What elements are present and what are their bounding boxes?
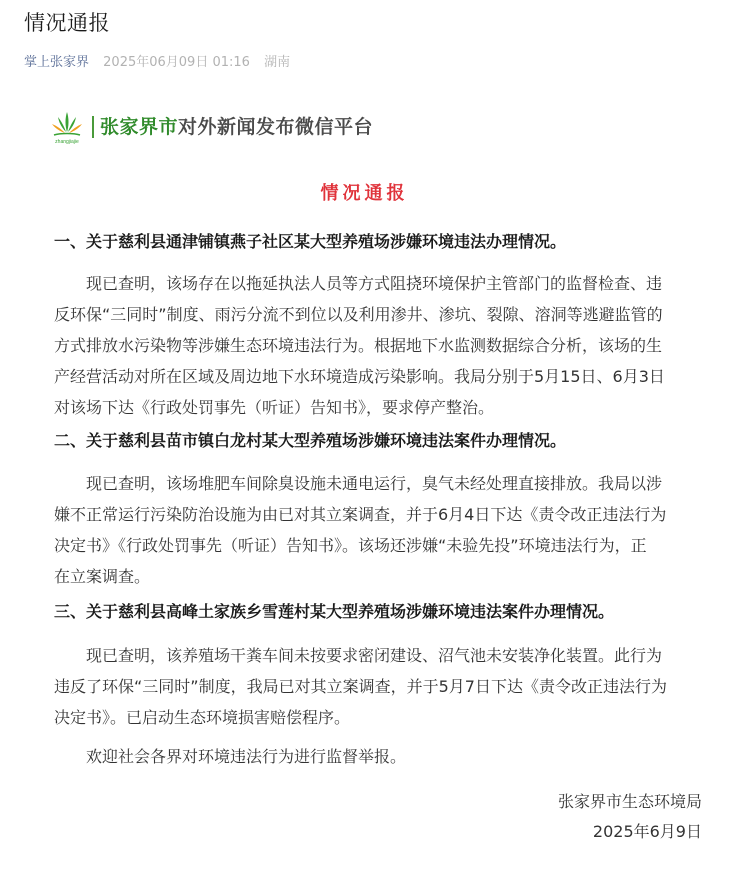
- paragraph-line: 现已查明，该养殖场干粪车间未按要求密闭建设、沼气池未安装净化装置。此行为: [54, 646, 663, 665]
- article-meta: [24, 54, 290, 72]
- section-heading-2: 二、关于慈利县苗市镇白龙村某大型养殖场涉嫌环境违法案件办理情况。: [54, 431, 567, 450]
- zhangjiajie-logo-icon: [48, 108, 86, 146]
- account-name-link[interactable]: 掌上张家界: [24, 55, 90, 70]
- publish-date: 2025年06月09日 01:16: [103, 55, 250, 70]
- paragraph-line: 反环保“三同时”制度、雨污分流不到位以及利用渗井、渗坑、裂隙、溶洞等逃避监管的: [54, 305, 663, 324]
- banner-text: [100, 114, 373, 140]
- signature-org: 张家界市生态环境局: [557, 792, 702, 811]
- logo-caption: zhangjiajie: [55, 139, 79, 145]
- paragraph-line: 决定书》。已启动生态环境损害赔偿程序。: [54, 708, 351, 727]
- paragraph-line: 现已查明，该场存在以拖延执法人员等方式阻挠环境保护主管部门的监督检查、违: [54, 274, 663, 293]
- paragraph-line: 对该场下达《行政处罚事先（听证）告知书》，要求停产整治。: [54, 398, 495, 417]
- paragraph-line: 产经营活动对所在区域及周边地下水环境造成污染影响。我局分别于5月15日、6月3日: [54, 367, 665, 386]
- paragraph-line: 决定书》《行政处罚事先（听证）告知书》。该场还涉嫌“未验先投”环境违法行为，正: [54, 536, 647, 555]
- section-body-1: [54, 268, 704, 423]
- article-title: 情况通报: [24, 11, 110, 35]
- paragraph-line: 嫌不正常运行污染防治设施为由已对其立案调查，并于6月4日下达《责令改正违法行为: [54, 505, 667, 524]
- signature-date: 2025年6月9日: [592, 822, 702, 841]
- banner-platform-name: 对外新闻发布微信平台: [178, 116, 374, 138]
- banner-city: 张家界市: [100, 116, 179, 138]
- paragraph-line: 在立案调查。: [54, 567, 151, 586]
- closing-paragraph: 欢迎社会各界对环境违法行为进行监督举报。: [54, 747, 407, 766]
- paragraph-line: 现已查明，该场堆肥车间除臭设施未通电运行，臭气未经处理直接排放。我局以涉: [54, 474, 663, 493]
- section-body-3: [54, 640, 704, 733]
- platform-banner: [48, 108, 408, 148]
- section-heading-3: 三、关于慈利县高峰土家族乡雪莲村某大型养殖场涉嫌环境违法案件办理情况。: [54, 602, 615, 621]
- section-body-2: [54, 468, 704, 592]
- section-heading-1: 一、关于慈利县通津铺镇燕子社区某大型养殖场涉嫌环境违法办理情况。: [54, 232, 567, 251]
- publish-location: 湖南: [264, 55, 291, 70]
- paragraph-line: 违反了环保“三同时”制度，我局已对其立案调查，并于5月7日下达《责令改正违法行为: [54, 677, 667, 696]
- paragraph-line: 方式排放水污染物等涉嫌生态环境违法行为。根据地下水监测数据综合分析，该场的生: [54, 336, 663, 355]
- banner-divider: [92, 116, 94, 138]
- notice-title: 情况通报: [320, 183, 409, 204]
